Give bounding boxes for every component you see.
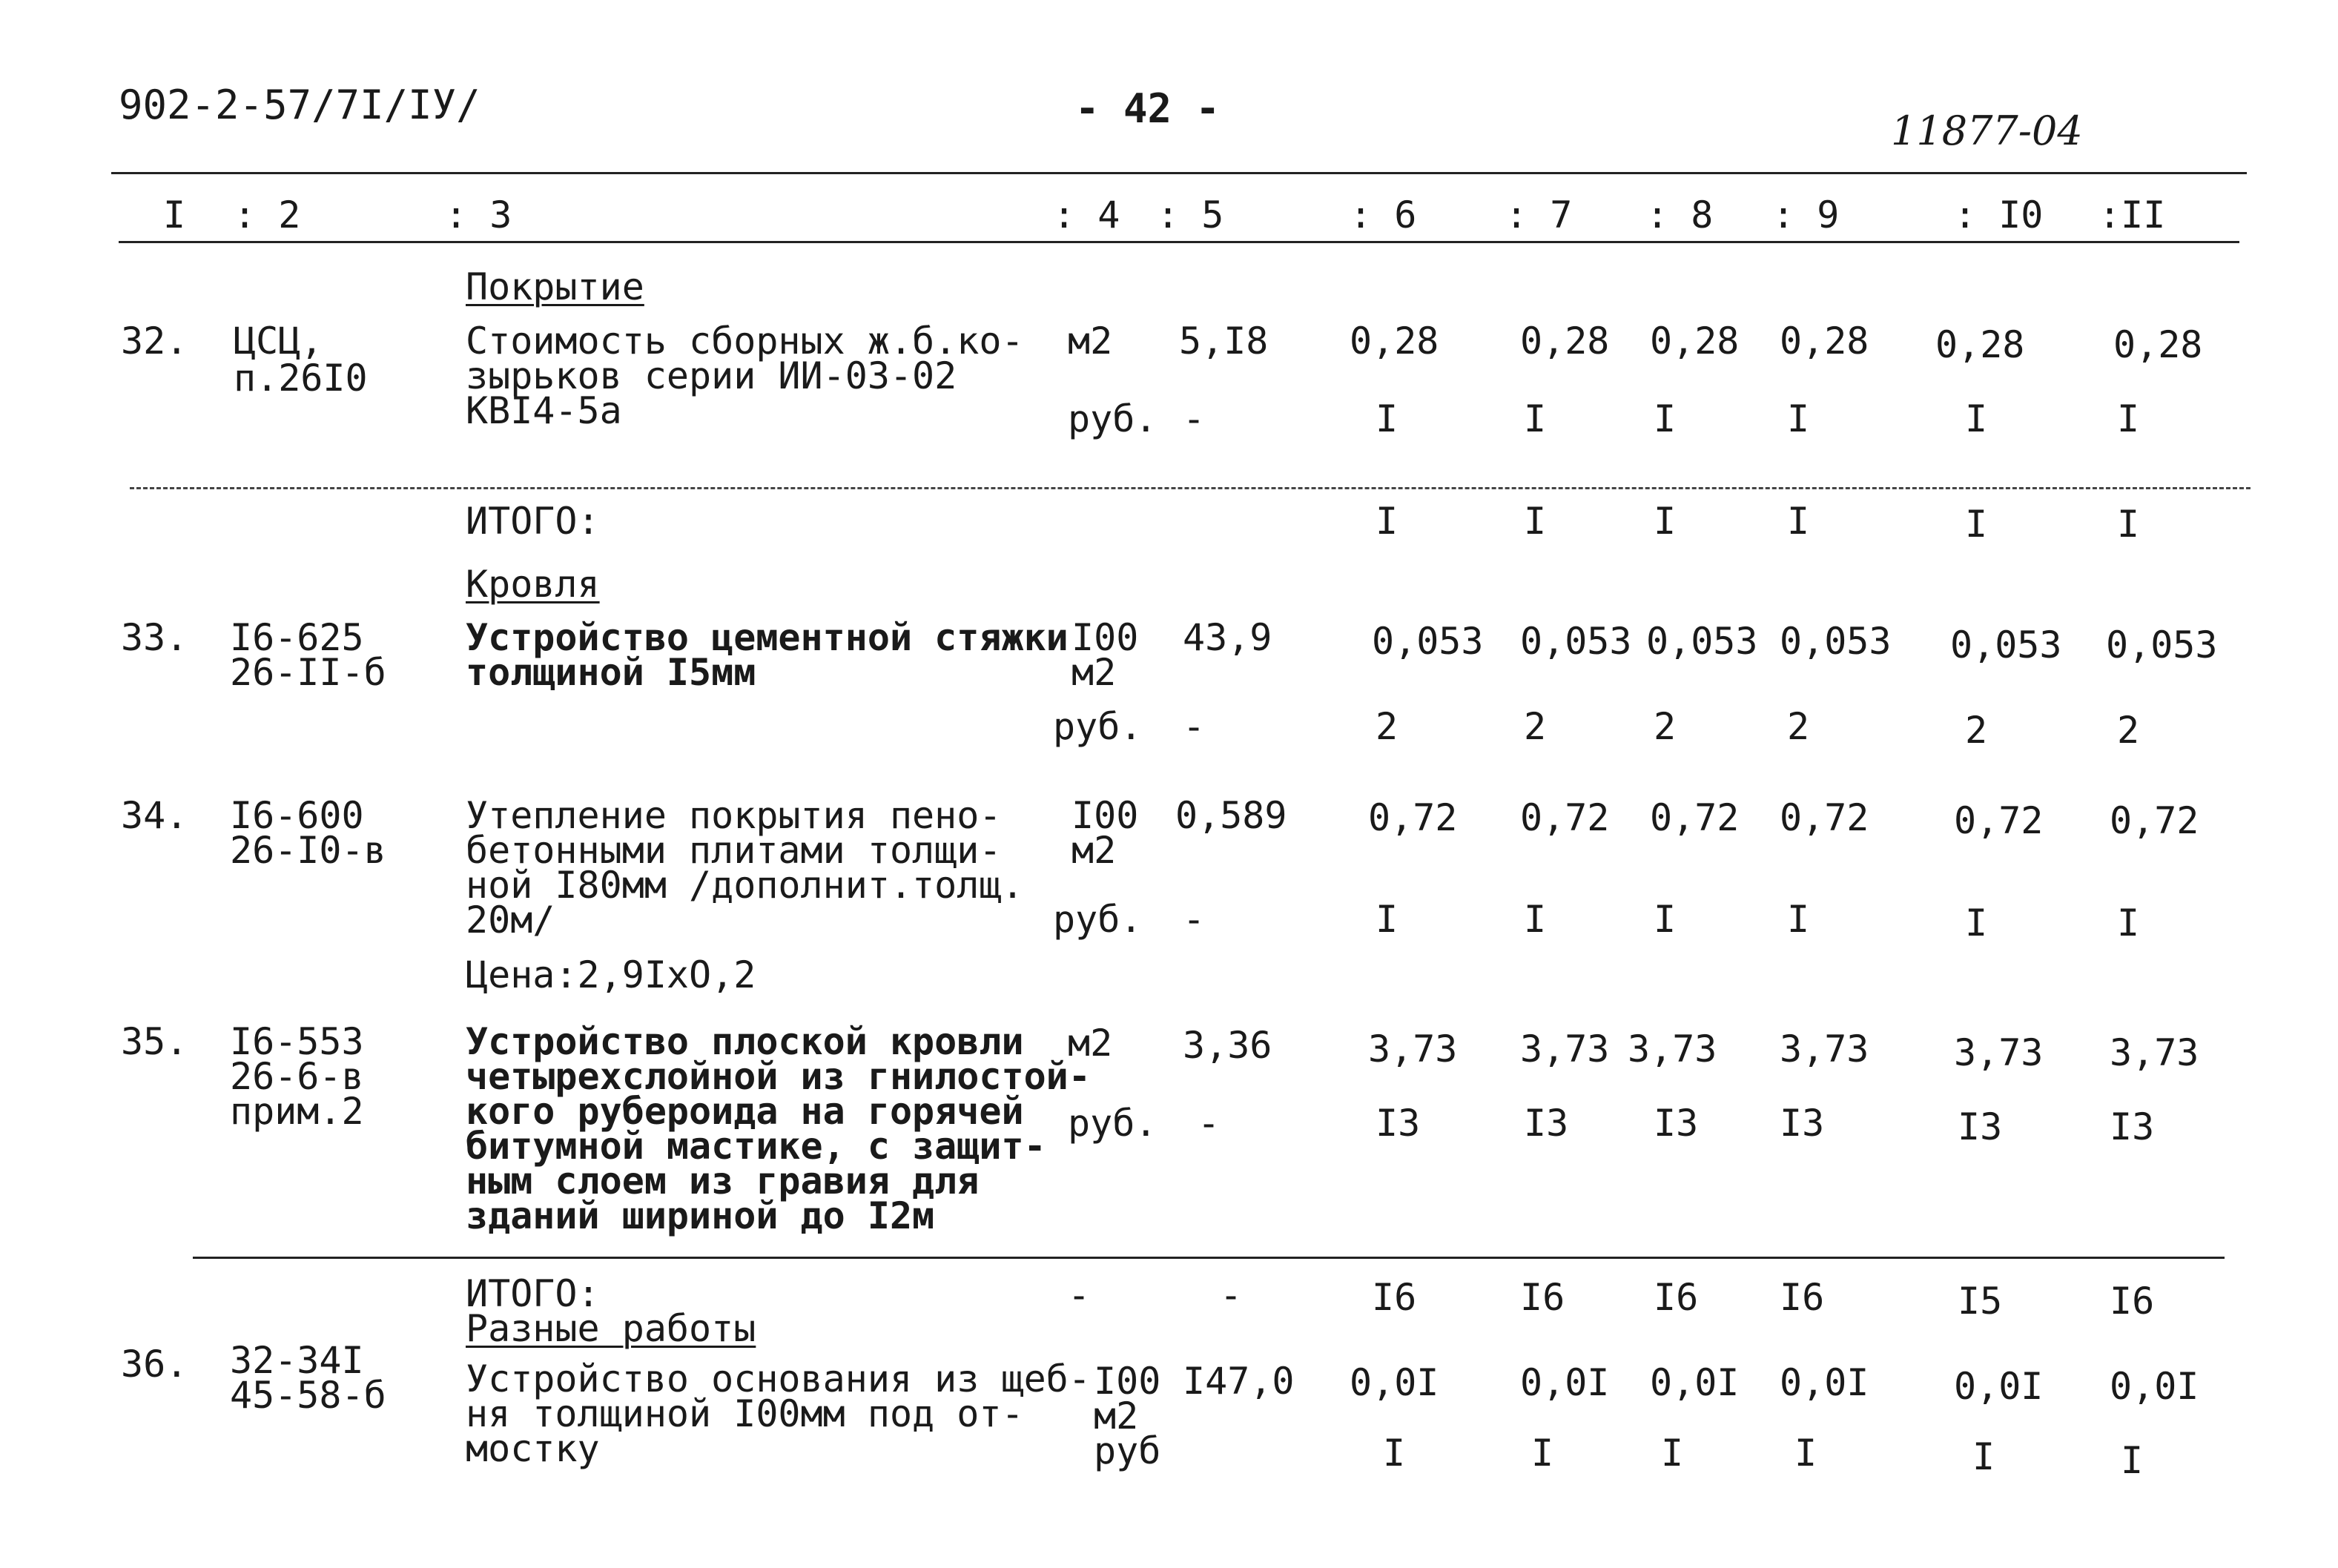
column-header-3: : 3	[445, 193, 512, 236]
row-34-desc: 20м/	[466, 899, 555, 942]
total-2-col-6: I6	[1372, 1276, 1417, 1319]
row-35-rub-6: I3	[1376, 1102, 1421, 1145]
row-35-rub-10: I3	[1958, 1105, 2003, 1148]
row-36-val-10: 0,0I	[1954, 1365, 2044, 1408]
row-32-rub-10: I	[1965, 397, 1988, 440]
row-34-qty-rub: -	[1183, 898, 1206, 941]
row-34-desc: Утепление покрытия пено-	[466, 794, 1002, 837]
row-36-desc: Устройство основания из щеб-	[466, 1357, 1091, 1400]
row-35-desc: четырехслойной из гнилостой-	[466, 1055, 1091, 1098]
row-33-desc: толщиной I5мм	[466, 651, 756, 694]
row-36-rub-8: I	[1661, 1432, 1684, 1475]
row-36-val-8: 0,0I	[1650, 1361, 1740, 1404]
row-35-val-10: 3,73	[1954, 1031, 2044, 1074]
row-34-rub-9: I	[1787, 898, 1810, 941]
row-33-rub-6: 2	[1376, 705, 1398, 748]
section-title-roof-covering: Покрытие	[466, 265, 644, 308]
row-36-rub-7: I	[1531, 1432, 1554, 1475]
row-32-val-8: 0,28	[1650, 320, 1740, 363]
row-35-unit: м2	[1068, 1022, 1113, 1065]
row-32-val-7: 0,28	[1520, 320, 1610, 363]
column-header-1: I	[163, 193, 186, 236]
total-2-col-4: -	[1068, 1274, 1091, 1317]
row-33-unit-b: м2	[1071, 651, 1117, 694]
column-header-9: : 9	[1772, 193, 1840, 236]
row-32-val-6: 0,28	[1350, 320, 1439, 363]
row-32-ref: п.26I0	[234, 357, 368, 400]
row-32-rub-8: I	[1654, 397, 1677, 440]
total-2-col-11: I6	[2110, 1280, 2155, 1323]
total-2-col-8: I6	[1654, 1276, 1699, 1319]
row-34-ref: 26-I0-в	[230, 829, 386, 872]
row-32-qty-rub: -	[1183, 397, 1206, 440]
row-34-unit-b: м2	[1071, 829, 1117, 872]
row-35-ref: прим.2	[230, 1090, 364, 1133]
column-header-10: : I0	[1954, 193, 2044, 236]
row-34-unit-rub: руб.	[1053, 898, 1143, 941]
row-32-desc: Стоимость сборных ж.б.ко-	[466, 320, 1024, 363]
total-1-label: ИТОГО:	[466, 500, 600, 543]
row-35-desc: зданий шириной до I2м	[466, 1194, 935, 1237]
row-36-rub-9: I	[1794, 1432, 1817, 1475]
row-32-val-11: 0,28	[2113, 323, 2203, 366]
row-34-rub-7: I	[1524, 898, 1547, 941]
total-2-label: ИТОГО:	[466, 1272, 600, 1315]
row-34-val-6: 0,72	[1368, 796, 1458, 839]
row-35-desc: ным слоем из гравия для	[466, 1160, 980, 1203]
column-header-5: : 5	[1157, 193, 1224, 236]
row-35-ref: 26-6-в	[230, 1055, 364, 1098]
row-33-unit-rub: руб.	[1053, 705, 1143, 748]
total-1-col-10: I	[1965, 503, 1988, 546]
row-33-val-7: 0,053	[1520, 620, 1632, 663]
row-33-qty-rub: -	[1183, 705, 1206, 748]
row-32-val-9: 0,28	[1780, 320, 1869, 363]
row-36-val-11: 0,0I	[2110, 1365, 2199, 1408]
row-33-ref: I6-625	[230, 616, 364, 659]
row-36-rub-11: I	[2121, 1439, 2144, 1482]
row-34-rub-10: I	[1965, 902, 1988, 945]
row-36-unit-rub: руб	[1094, 1429, 1161, 1472]
section-title-misc-works: Разные работы	[466, 1307, 756, 1350]
row-36-rub-10: I	[1972, 1435, 1995, 1478]
header-bottom-rule	[119, 241, 2239, 243]
row-36-desc: ня толщиной I00мм под от-	[466, 1392, 1024, 1435]
row-35-qty-rub: -	[1198, 1102, 1221, 1145]
row-32-rub-11: I	[2117, 397, 2140, 440]
row-34-rub-11: I	[2117, 902, 2140, 945]
row-36-rub-6: I	[1383, 1432, 1406, 1475]
row-34-number: 34.	[121, 794, 188, 837]
row-36-quantity: I47,0	[1183, 1360, 1295, 1403]
column-header-11: :II	[2098, 193, 2166, 236]
row-33-val-9: 0,053	[1780, 620, 1892, 663]
row-34-val-10: 0,72	[1954, 799, 2044, 842]
column-header-7: : 7	[1505, 193, 1573, 236]
row-36-desc: мостку	[466, 1427, 600, 1470]
row-33-unit-a: I00	[1071, 616, 1139, 659]
total-2-col-9: I6	[1780, 1276, 1825, 1319]
row-33-val-10: 0,053	[1950, 623, 2062, 666]
row-34-val-8: 0,72	[1650, 796, 1740, 839]
row-33-rub-8: 2	[1654, 705, 1677, 748]
row-34-val-9: 0,72	[1780, 796, 1869, 839]
row-32-number: 32.	[121, 320, 188, 363]
row-36-unit-b: м2	[1094, 1395, 1139, 1438]
row-34-desc: бетонными плитами толщи-	[466, 829, 1002, 872]
row-35-rub-8: I3	[1654, 1102, 1699, 1145]
row-35-separator	[193, 1257, 2225, 1259]
row-33-rub-10: 2	[1965, 709, 1988, 752]
row-35-val-11: 3,73	[2110, 1031, 2199, 1074]
row-35-number: 35.	[121, 1020, 188, 1063]
total-1-col-11: I	[2117, 503, 2140, 546]
total-1-col-9: I	[1787, 500, 1810, 543]
row-34-price: Цена:2,9IхО,2	[466, 953, 756, 996]
top-rule	[111, 172, 2247, 174]
row-32-separator	[130, 487, 2251, 489]
total-2-col-5: -	[1220, 1274, 1243, 1317]
row-35-val-6: 3,73	[1368, 1028, 1458, 1071]
row-35-unit-rub: руб.	[1068, 1102, 1158, 1145]
column-header-4: : 4	[1053, 193, 1120, 236]
row-33-val-6: 0,053	[1372, 620, 1484, 663]
row-33-val-8: 0,053	[1646, 620, 1758, 663]
row-34-rub-8: I	[1654, 898, 1677, 941]
row-36-unit-a: I00	[1094, 1360, 1161, 1403]
row-36-val-7: 0,0I	[1520, 1361, 1610, 1404]
sheet-reference: 11877-04	[1891, 107, 2083, 154]
row-34-desc: ной I80мм /дополнит.толщ.	[466, 864, 1024, 907]
row-35-desc: битумной мастике, с защит-	[466, 1125, 1046, 1168]
row-34-rub-6: I	[1376, 898, 1398, 941]
row-32-quantity: 5,I8	[1179, 320, 1269, 363]
total-1-col-8: I	[1654, 500, 1677, 543]
page-number: - 42 -	[1075, 85, 1221, 132]
row-34-unit-a: I00	[1071, 794, 1139, 837]
row-33-rub-9: 2	[1787, 705, 1810, 748]
row-35-rub-9: I3	[1780, 1102, 1825, 1145]
row-33-rub-7: 2	[1524, 705, 1547, 748]
row-33-quantity: 43,9	[1183, 616, 1272, 659]
row-32-val-10: 0,28	[1935, 323, 2025, 366]
row-32-desc: зырьков серии ИИ-03-02	[466, 354, 957, 397]
total-1-col-6: I	[1376, 500, 1398, 543]
row-35-val-8: 3,73	[1628, 1028, 1717, 1071]
row-34-val-7: 0,72	[1520, 796, 1610, 839]
total-2-col-10: I5	[1958, 1280, 2003, 1323]
row-35-desc: Устройство плоской кровли	[466, 1020, 1024, 1063]
row-32-rub-9: I	[1787, 397, 1810, 440]
row-34-quantity: 0,589	[1175, 794, 1287, 837]
row-34-ref: I6-600	[230, 794, 364, 837]
row-35-val-9: 3,73	[1780, 1028, 1869, 1071]
column-header-6: : 6	[1350, 193, 1417, 236]
row-33-desc: Устройство цементной стяжки	[466, 616, 1069, 659]
row-35-rub-7: I3	[1524, 1102, 1569, 1145]
row-33-rub-11: 2	[2117, 709, 2140, 752]
row-33-number: 33.	[121, 616, 188, 659]
row-36-val-9: 0,0I	[1780, 1361, 1869, 1404]
row-32-rub-7: I	[1524, 397, 1547, 440]
row-32-unit: м2	[1068, 320, 1113, 363]
row-35-desc: кого рубероида на горячей	[466, 1090, 1024, 1133]
row-32-ref: ЦСЦ,	[234, 320, 323, 363]
row-36-ref: 45-58-б	[230, 1374, 386, 1417]
row-35-rub-11: I3	[2110, 1105, 2155, 1148]
row-34-val-11: 0,72	[2110, 799, 2199, 842]
row-36-val-6: 0,0I	[1350, 1361, 1439, 1404]
row-33-ref: 26-II-б	[230, 651, 386, 694]
row-35-quantity: 3,36	[1183, 1024, 1272, 1067]
row-32-unit-rub: руб.	[1068, 397, 1158, 440]
total-2-col-7: I6	[1520, 1276, 1565, 1319]
row-36-number: 36.	[121, 1343, 188, 1386]
row-33-val-11: 0,053	[2106, 623, 2218, 666]
row-36-ref: 32-34I	[230, 1339, 364, 1382]
row-32-rub-6: I	[1376, 397, 1398, 440]
section-title-roofing: Кровля	[466, 563, 600, 606]
row-32-desc: КВI4-5а	[466, 389, 622, 432]
document-code: 902-2-57/7I/IУ/	[119, 82, 481, 128]
column-header-2: : 2	[234, 193, 301, 236]
row-35-val-7: 3,73	[1520, 1028, 1610, 1071]
total-1-col-7: I	[1524, 500, 1547, 543]
column-header-8: : 8	[1646, 193, 1714, 236]
row-35-ref: I6-553	[230, 1020, 364, 1063]
